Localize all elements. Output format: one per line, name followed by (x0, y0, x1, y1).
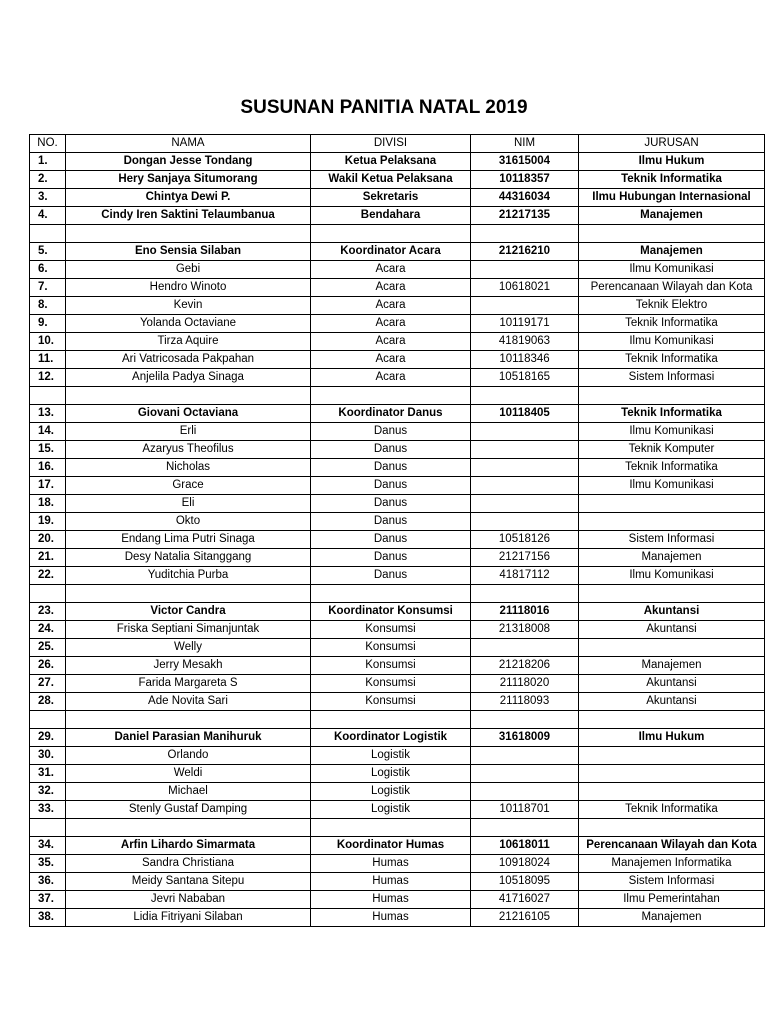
cell-nama: Yuditchia Purba (66, 567, 311, 585)
cell-no: 28. (30, 693, 66, 711)
cell-nama: Orlando (66, 747, 311, 765)
cell-nim: 10118346 (471, 351, 579, 369)
cell-nama: Meidy Santana Sitepu (66, 873, 311, 891)
cell-nama: Friska Septiani Simanjuntak (66, 621, 311, 639)
cell-nim: 31618009 (471, 729, 579, 747)
cell-no: 24. (30, 621, 66, 639)
cell-divisi: Acara (311, 279, 471, 297)
cell-no: 36. (30, 873, 66, 891)
cell-jurusan: Teknik Informatika (579, 405, 765, 423)
empty-cell (471, 225, 579, 243)
cell-no: 7. (30, 279, 66, 297)
cell-nama: Ari Vatricosada Pakpahan (66, 351, 311, 369)
cell-nama: Endang Lima Putri Sinaga (66, 531, 311, 549)
cell-nama: Tirza Aquire (66, 333, 311, 351)
table-row (30, 189, 765, 207)
empty-cell (579, 387, 765, 405)
cell-nim (471, 261, 579, 279)
cell-nama: Stenly Gustaf Damping (66, 801, 311, 819)
table-row (30, 657, 765, 675)
cell-jurusan: Ilmu Komunikasi (579, 567, 765, 585)
column-header-nim: NIM (471, 135, 579, 153)
cell-nim (471, 441, 579, 459)
cell-divisi: Danus (311, 441, 471, 459)
empty-cell (311, 711, 471, 729)
cell-jurusan: Ilmu Hubungan Internasional (579, 189, 765, 207)
cell-divisi: Logistik (311, 801, 471, 819)
empty-cell (30, 711, 66, 729)
cell-jurusan: Perencanaan Wilayah dan Kota (579, 279, 765, 297)
cell-nim: 21118093 (471, 693, 579, 711)
cell-no: 15. (30, 441, 66, 459)
cell-divisi: Acara (311, 297, 471, 315)
cell-jurusan (579, 513, 765, 531)
cell-divisi: Danus (311, 459, 471, 477)
cell-divisi: Logistik (311, 765, 471, 783)
cell-nim: 10518095 (471, 873, 579, 891)
cell-no: 18. (30, 495, 66, 513)
cell-nim: 10518126 (471, 531, 579, 549)
cell-divisi: Acara (311, 315, 471, 333)
cell-jurusan: Ilmu Hukum (579, 153, 765, 171)
cell-nama: Victor Candra (66, 603, 311, 621)
cell-nama: Arfin Lihardo Simarmata (66, 837, 311, 855)
table-row (30, 855, 765, 873)
spacer-row (30, 225, 765, 243)
header-row (30, 135, 765, 153)
cell-no: 20. (30, 531, 66, 549)
cell-jurusan: Sistem Informasi (579, 531, 765, 549)
cell-nim: 21216210 (471, 243, 579, 261)
table-header (30, 135, 765, 153)
cell-nim: 41716027 (471, 891, 579, 909)
cell-jurusan: Akuntansi (579, 693, 765, 711)
cell-nim: 21216105 (471, 909, 579, 927)
cell-nama: Giovani Octaviana (66, 405, 311, 423)
cell-nim: 10118357 (471, 171, 579, 189)
empty-cell (579, 819, 765, 837)
column-header-divisi: DIVISI (311, 135, 471, 153)
table-row (30, 441, 765, 459)
cell-nim (471, 495, 579, 513)
cell-no: 29. (30, 729, 66, 747)
cell-jurusan (579, 765, 765, 783)
spacer-row (30, 585, 765, 603)
cell-nama: Desy Natalia Sitanggang (66, 549, 311, 567)
cell-nim: 10518165 (471, 369, 579, 387)
cell-jurusan: Akuntansi (579, 603, 765, 621)
cell-nim: 21217135 (471, 207, 579, 225)
cell-nama: Jerry Mesakh (66, 657, 311, 675)
cell-no: 35. (30, 855, 66, 873)
cell-nim: 10119171 (471, 315, 579, 333)
cell-no: 16. (30, 459, 66, 477)
table-row (30, 477, 765, 495)
cell-divisi: Konsumsi (311, 693, 471, 711)
cell-nim: 10118405 (471, 405, 579, 423)
spacer-row (30, 711, 765, 729)
cell-nama: Daniel Parasian Manihuruk (66, 729, 311, 747)
table-row (30, 333, 765, 351)
cell-nim: 44316034 (471, 189, 579, 207)
cell-divisi: Logistik (311, 747, 471, 765)
cell-nama: Hery Sanjaya Situmorang (66, 171, 311, 189)
cell-nama: Kevin (66, 297, 311, 315)
cell-divisi: Logistik (311, 783, 471, 801)
cell-nama: Nicholas (66, 459, 311, 477)
cell-no: 10. (30, 333, 66, 351)
cell-divisi: Acara (311, 333, 471, 351)
cell-jurusan: Manajemen Informatika (579, 855, 765, 873)
cell-no: 12. (30, 369, 66, 387)
cell-no: 23. (30, 603, 66, 621)
cell-no: 32. (30, 783, 66, 801)
cell-divisi: Koordinator Humas (311, 837, 471, 855)
cell-divisi: Konsumsi (311, 639, 471, 657)
cell-nama: Okto (66, 513, 311, 531)
table-row (30, 405, 765, 423)
column-header-no: NO. (30, 135, 66, 153)
table-row (30, 621, 765, 639)
cell-nim (471, 765, 579, 783)
cell-divisi: Acara (311, 351, 471, 369)
empty-cell (30, 585, 66, 603)
cell-nim: 41817112 (471, 567, 579, 585)
cell-nama: Eno Sensia Silaban (66, 243, 311, 261)
cell-nama: Michael (66, 783, 311, 801)
cell-jurusan: Ilmu Komunikasi (579, 423, 765, 441)
table-row (30, 423, 765, 441)
cell-jurusan: Perencanaan Wilayah dan Kota (579, 837, 765, 855)
cell-nama: Chintya Dewi P. (66, 189, 311, 207)
cell-no: 8. (30, 297, 66, 315)
cell-no: 13. (30, 405, 66, 423)
cell-nim (471, 423, 579, 441)
spacer-row (30, 819, 765, 837)
cell-no: 2. (30, 171, 66, 189)
empty-cell (579, 585, 765, 603)
cell-jurusan: Akuntansi (579, 621, 765, 639)
cell-no: 19. (30, 513, 66, 531)
cell-jurusan: Ilmu Komunikasi (579, 477, 765, 495)
cell-nim: 10118701 (471, 801, 579, 819)
empty-cell (66, 225, 311, 243)
empty-cell (30, 225, 66, 243)
table-row (30, 279, 765, 297)
cell-nama: Jevri Nababan (66, 891, 311, 909)
table-row (30, 909, 765, 927)
cell-nama: Farida Margareta S (66, 675, 311, 693)
cell-nim (471, 783, 579, 801)
cell-divisi: Humas (311, 873, 471, 891)
empty-cell (579, 711, 765, 729)
cell-nim: 21118016 (471, 603, 579, 621)
cell-nim: 31615004 (471, 153, 579, 171)
cell-no: 37. (30, 891, 66, 909)
cell-nim: 21218206 (471, 657, 579, 675)
cell-no: 6. (30, 261, 66, 279)
table-row (30, 297, 765, 315)
table-row (30, 765, 765, 783)
cell-jurusan: Teknik Informatika (579, 801, 765, 819)
cell-nim: 10618021 (471, 279, 579, 297)
cell-nama: Azaryus Theofilus (66, 441, 311, 459)
cell-jurusan: Teknik Elektro (579, 297, 765, 315)
cell-jurusan (579, 495, 765, 513)
empty-cell (66, 585, 311, 603)
cell-nama: Erli (66, 423, 311, 441)
table-row (30, 495, 765, 513)
cell-divisi: Danus (311, 423, 471, 441)
cell-divisi: Danus (311, 495, 471, 513)
cell-nim (471, 477, 579, 495)
cell-divisi: Koordinator Logistik (311, 729, 471, 747)
table-row (30, 801, 765, 819)
cell-no: 14. (30, 423, 66, 441)
cell-divisi: Sekretaris (311, 189, 471, 207)
cell-no: 33. (30, 801, 66, 819)
cell-divisi: Konsumsi (311, 675, 471, 693)
page-title: SUSUNAN PANITIA NATAL 2019 (240, 97, 528, 118)
cell-nim (471, 459, 579, 477)
cell-jurusan: Ilmu Komunikasi (579, 333, 765, 351)
table-row (30, 459, 765, 477)
cell-nama: Cindy Iren Saktini Telaumbanua (66, 207, 311, 225)
cell-divisi: Danus (311, 477, 471, 495)
cell-jurusan: Teknik Informatika (579, 459, 765, 477)
empty-cell (471, 819, 579, 837)
cell-jurusan: Manajemen (579, 909, 765, 927)
cell-jurusan: Manajemen (579, 549, 765, 567)
table-row (30, 639, 765, 657)
cell-jurusan: Ilmu Pemerintahan (579, 891, 765, 909)
cell-no: 34. (30, 837, 66, 855)
cell-nim: 21118020 (471, 675, 579, 693)
cell-no: 1. (30, 153, 66, 171)
empty-cell (471, 387, 579, 405)
table-row (30, 675, 765, 693)
cell-divisi: Bendahara (311, 207, 471, 225)
cell-divisi: Acara (311, 369, 471, 387)
cell-no: 3. (30, 189, 66, 207)
empty-cell (66, 819, 311, 837)
table-row (30, 549, 765, 567)
cell-nama: Yolanda Octaviane (66, 315, 311, 333)
table-row (30, 243, 765, 261)
table-row (30, 783, 765, 801)
cell-jurusan: Sistem Informasi (579, 873, 765, 891)
table-row (30, 567, 765, 585)
empty-cell (471, 711, 579, 729)
cell-nama: Ade Novita Sari (66, 693, 311, 711)
table-row (30, 873, 765, 891)
empty-cell (30, 387, 66, 405)
empty-cell (66, 387, 311, 405)
table-row (30, 171, 765, 189)
table-row (30, 261, 765, 279)
cell-nama: Hendro Winoto (66, 279, 311, 297)
empty-cell (311, 225, 471, 243)
cell-no: 27. (30, 675, 66, 693)
cell-no: 21. (30, 549, 66, 567)
cell-nama: Lidia Fitriyani Silaban (66, 909, 311, 927)
cell-no: 31. (30, 765, 66, 783)
cell-jurusan (579, 639, 765, 657)
cell-no: 26. (30, 657, 66, 675)
cell-no: 4. (30, 207, 66, 225)
table-row (30, 729, 765, 747)
cell-divisi: Humas (311, 891, 471, 909)
empty-cell (311, 819, 471, 837)
empty-cell (66, 711, 311, 729)
empty-cell (311, 387, 471, 405)
table-row (30, 747, 765, 765)
cell-nim (471, 747, 579, 765)
cell-nim: 10918024 (471, 855, 579, 873)
table-row (30, 315, 765, 333)
cell-divisi: Ketua Pelaksana (311, 153, 471, 171)
cell-no: 17. (30, 477, 66, 495)
cell-nama: Anjelila Padya Sinaga (66, 369, 311, 387)
cell-divisi: Humas (311, 909, 471, 927)
cell-jurusan: Manajemen (579, 207, 765, 225)
empty-cell (30, 819, 66, 837)
table-body (30, 153, 765, 927)
table-row (30, 207, 765, 225)
cell-nama: Dongan Jesse Tondang (66, 153, 311, 171)
cell-nim (471, 513, 579, 531)
cell-nim (471, 639, 579, 657)
committee-table (29, 134, 765, 927)
cell-jurusan: Teknik Informatika (579, 351, 765, 369)
cell-nama: Grace (66, 477, 311, 495)
column-header-nama: NAMA (66, 135, 311, 153)
spacer-row (30, 387, 765, 405)
cell-nama: Sandra Christiana (66, 855, 311, 873)
cell-divisi: Danus (311, 531, 471, 549)
cell-no: 25. (30, 639, 66, 657)
cell-nim: 10618011 (471, 837, 579, 855)
table-row (30, 693, 765, 711)
table-row (30, 351, 765, 369)
empty-cell (471, 585, 579, 603)
cell-nim: 41819063 (471, 333, 579, 351)
cell-jurusan (579, 747, 765, 765)
cell-divisi: Danus (311, 513, 471, 531)
cell-no: 38. (30, 909, 66, 927)
cell-divisi: Konsumsi (311, 621, 471, 639)
table-row (30, 513, 765, 531)
cell-jurusan: Teknik Informatika (579, 315, 765, 333)
cell-no: 30. (30, 747, 66, 765)
cell-jurusan: Manajemen (579, 657, 765, 675)
cell-divisi: Humas (311, 855, 471, 873)
cell-divisi: Koordinator Danus (311, 405, 471, 423)
table-row (30, 531, 765, 549)
table-row (30, 369, 765, 387)
cell-divisi: Danus (311, 549, 471, 567)
empty-cell (579, 225, 765, 243)
cell-jurusan: Sistem Informasi (579, 369, 765, 387)
cell-nama: Gebi (66, 261, 311, 279)
cell-no: 11. (30, 351, 66, 369)
cell-nama: Weldi (66, 765, 311, 783)
cell-nim: 21217156 (471, 549, 579, 567)
cell-divisi: Koordinator Konsumsi (311, 603, 471, 621)
table-row (30, 891, 765, 909)
cell-jurusan: Teknik Informatika (579, 171, 765, 189)
cell-jurusan: Ilmu Hukum (579, 729, 765, 747)
cell-nama: Eli (66, 495, 311, 513)
cell-divisi: Wakil Ketua Pelaksana (311, 171, 471, 189)
cell-nim: 21318008 (471, 621, 579, 639)
cell-divisi: Danus (311, 567, 471, 585)
cell-jurusan: Ilmu Komunikasi (579, 261, 765, 279)
cell-jurusan: Teknik Komputer (579, 441, 765, 459)
cell-jurusan: Akuntansi (579, 675, 765, 693)
cell-no: 22. (30, 567, 66, 585)
table-row (30, 153, 765, 171)
cell-no: 5. (30, 243, 66, 261)
cell-nama: Welly (66, 639, 311, 657)
cell-no: 9. (30, 315, 66, 333)
cell-nim (471, 297, 579, 315)
cell-jurusan: Manajemen (579, 243, 765, 261)
empty-cell (311, 585, 471, 603)
table-row (30, 603, 765, 621)
table-row (30, 837, 765, 855)
cell-jurusan (579, 783, 765, 801)
cell-divisi: Konsumsi (311, 657, 471, 675)
cell-divisi: Acara (311, 261, 471, 279)
column-header-jurusan: JURUSAN (579, 135, 765, 153)
cell-divisi: Koordinator Acara (311, 243, 471, 261)
